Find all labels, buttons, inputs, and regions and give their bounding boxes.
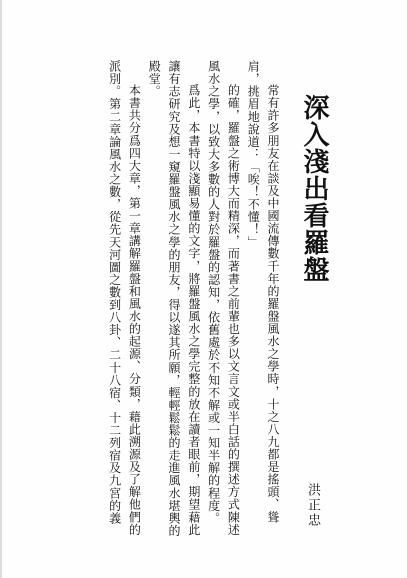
page-edge-divider [0,0,2,578]
body-text [66,60,282,572]
body-line: 讓有志研究及想一窺羅盤風水之學的朋友，得以遂其所願，輕輕鬆鬆的走進風水堪輿的 [167,60,182,537]
body-line: 爲此，本書特以淺顯易懂的文字，將羅盤風水之學完整的放在讀者眼前，期望藉此 [186,84,201,536]
author-name: 洪正忠 [305,483,320,528]
body-line: 風水之學，以致大多數的人對於羅盤的認知，依舊處於不知不解或一知半解的程度。 [206,60,221,525]
body-line: 殿堂。 [147,60,162,98]
body-line: 派別。第二章論風水之數，從先天河圖之數到八卦、二十八宿、十二列宿及九宮的義 [107,60,122,525]
body-line: 的確，羅盤之術博大而精深，而著書之前輩也多以文言文或半白話的撰述方式陳述 [226,84,241,536]
body-line: 肩，挑眉地說道：「唉！不懂！」 [246,60,261,249]
body-line: 本書共分爲四大章，第一章講解羅盤和風水的起源、分類，藉此溯源及了解他們的 [127,84,142,536]
page-title: 深入淺出看羅盤 [299,94,329,283]
body-line: 常有許多朋友在談及中國流傳數千年的羅盤風水之學時，十之八九都是搖頭、聳 [266,84,280,524]
